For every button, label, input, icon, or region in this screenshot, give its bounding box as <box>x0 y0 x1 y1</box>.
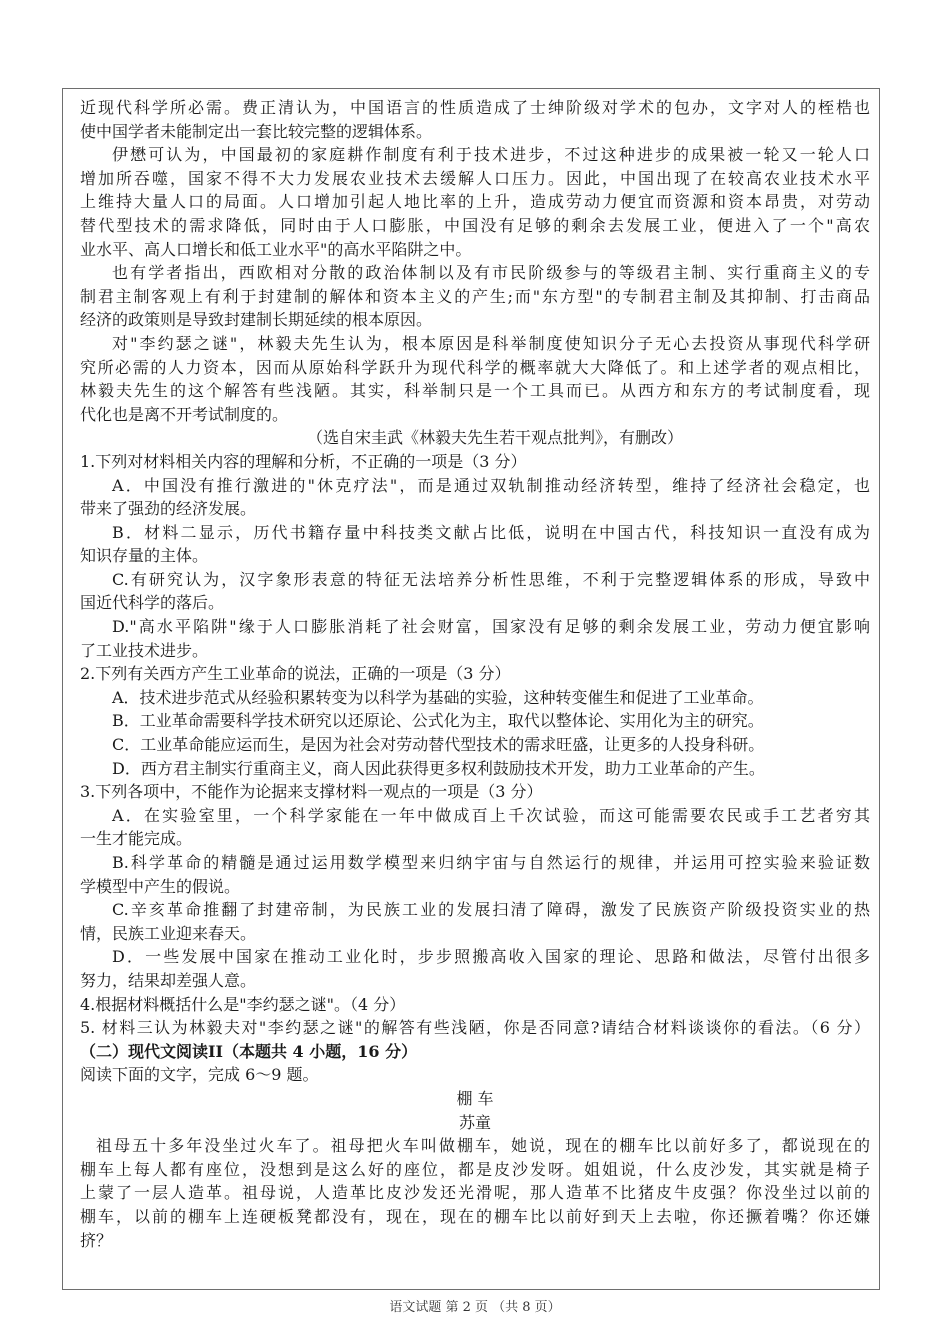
text-line: 林毅夫先生的这个解答有些浅陋。其实，科举制只是一个工具而已。从西方和东方的考试制度看，现 <box>80 381 870 401</box>
text-line: （选自宋圭武《林毅夫先生若干观点批判》，有删改） <box>306 428 683 448</box>
text-line: B．工业革命需要科学技术研究以还原论、公式化为主，取代以整体论、实用化为主的研究。 <box>112 711 764 731</box>
text-line: 2.下列有关西方产生工业革命的说法，正确的一项是（3 分） <box>80 664 511 684</box>
text-line: 代化也是离不开考试制度的。 <box>80 404 289 424</box>
text-line: 3.下列各项中，不能作为论据来支撑材料一观点的一项是（3 分） <box>80 782 543 802</box>
text-line: 也有学者指出，西欧相对分散的政治体制以及有市民阶级参与的等级君主制、实行重商主义的专 <box>112 263 870 283</box>
text-line: D."高水平陷阱"缘于人口膨胀消耗了社会财富，国家没有足够的剩余发展工业，劳动力便宜影响 <box>112 617 870 637</box>
text-line: 祖母五十多年没坐过火车了。祖母把火车叫做棚车，她说，现在的棚车比以前好多了，都说现在的 <box>96 1136 870 1156</box>
text-line: 上维持大量人口的局面。人口增加引起人地比率的上升，造成劳动力便宜而资源和资本昂贵，对劳动 <box>80 192 870 212</box>
text-line: 5. 材料三认为林毅夫对"李约瑟之谜"的解答有些浅陋，你是否同意?请结合材料谈谈你的看法。（6 分） <box>80 1018 870 1038</box>
text-line: 带来了强劲的经济发展。 <box>80 499 257 519</box>
text-line: 知识存量的主体。 <box>80 546 209 566</box>
text-line: C．工业革命能应运而生，是因为社会对劳动替代型技术的需求旺盛，让更多的人投身科研。 <box>112 735 765 755</box>
text-line: 棚车，以前的棚车上连硬板凳都没有，现在，现在的棚车比以前好到天上去啦，你还撅着嘴？你还嫌 <box>80 1206 870 1226</box>
text-line: A．技术进步范式从经验积累转变为以科学为基础的实验，这种转变催生和促进了工业革命。 <box>112 687 764 707</box>
text-line: 棚车上每人都有座位，没想到是这么好的座位，都是皮沙发呀。姐姐说，什么皮沙发，其实就是椅子 <box>80 1159 870 1179</box>
text-line: 棚 车 <box>456 1088 494 1108</box>
text-line: 国近代科学的落后。 <box>80 593 225 613</box>
text-line: 替代型技术的需求降低，同时由于人口膨胀，中国没有足够的剩余去发展工业，便进入了一个"高农 <box>80 215 870 235</box>
text-line: C.有研究认为，汉字象形表意的特征无法培养分析性思维，不利于完整逻辑体系的形成，导致中 <box>112 569 870 589</box>
text-line: 苏童 <box>458 1112 491 1132</box>
text-line: B．材料二显示，历代书籍存量中科技类文献占比低，说明在中国古代，科技知识一直没有成为 <box>112 522 870 542</box>
text-line: A．中国没有推行激进的"休克疗法"，而是通过双轨制推动经济转型，维持了经济社会稳定，也 <box>112 475 870 495</box>
text-line: （二）现代文阅读II（本题共 4 小题，16 分） <box>80 1041 418 1061</box>
text-line: B.科学革命的精髓是通过运用数学模型来归纳宇宙与自然运行的规律，并运用可控实验来验证数 <box>112 853 870 872</box>
text-line: 究所必需的人力资本，因而从原始科学跃升为现代科学的概率就大大降低了。和上述学者的观点相比， <box>80 357 870 377</box>
text-line: 经济的政策则是导致封建制长期延续的根本原因。 <box>80 310 433 330</box>
text-line: A．在实验室里，一个科学家能在一年中做成百上千次试验，而这可能需要农民或手工艺者穷其 <box>112 805 870 825</box>
page-footer: 语文试题 第 2 页 （共 8 页） <box>389 1300 561 1315</box>
text-line: 挤？ <box>80 1230 113 1250</box>
text-line: D．西方君主制实行重商主义，商人因此获得更多权利鼓励技术开发，助力工业革命的产生。 <box>112 758 765 778</box>
text-line: 近现代科学所必需。费正清认为，中国语言的性质造成了士绅阶级对学术的包办，文字对人的桎梏也 <box>80 98 870 117</box>
text-line: 对"李约瑟之谜"，林毅夫先生认为，根本原因是科举制度使知识分子无心去投资从事现代科学研 <box>112 333 870 353</box>
text-line: 学模型中产生的假说。 <box>80 876 241 896</box>
text-line: 使中国学者未能制定出一套比较完整的逻辑体系。 <box>80 121 433 141</box>
text-line: 增加所吞噬，国家不得不大力发展农业技术去缓解人口压力。因此，中国出现了在较高农业技术水平 <box>80 168 870 188</box>
text-line: 了工业技术进步。 <box>80 640 209 660</box>
text-line: 努力，结果却差强人意。 <box>80 970 257 990</box>
text-line: 制君主制客观上有利于封建制的解体和资本主义的产生;而"东方型"的专制君主制及其抑制、打击商品 <box>80 286 870 306</box>
text-line: 阅读下面的文字，完成 6～9 题。 <box>80 1065 319 1085</box>
text-line: D．一些发展中国家在推动工业化时，步步照搬高收入国家的理论、思路和做法，尽管付出很多 <box>112 947 870 967</box>
document-body <box>80 96 870 1252</box>
text-line: 业水平、高人口增长和低工业水平"的高水平陷阱之中。 <box>80 239 472 259</box>
text-line: 上蒙了一层人造革。祖母说，人造革比皮沙发还光滑呢，那人造革不比猪皮牛皮强？你没坐过以前的 <box>80 1183 870 1203</box>
text-line: 1.下列对材料相关内容的理解和分析，不正确的一项是（3 分） <box>80 451 527 471</box>
text-line: 4.根据材料概括什么是"李约瑟之谜"。（4 分） <box>80 994 406 1014</box>
text-line: 一生才能完成。 <box>80 829 193 849</box>
text-line: 伊懋可认为，中国最初的家庭耕作制度有利于技术进步，不过这种进步的成果被一轮又一轮人口 <box>112 145 870 165</box>
text-line: 情，民族工业迎来春天。 <box>80 923 257 943</box>
text-line: C.辛亥革命推翻了封建帝制，为民族工业的发展扫清了障碍，激发了民族资产阶级投资实业的热 <box>112 900 870 920</box>
